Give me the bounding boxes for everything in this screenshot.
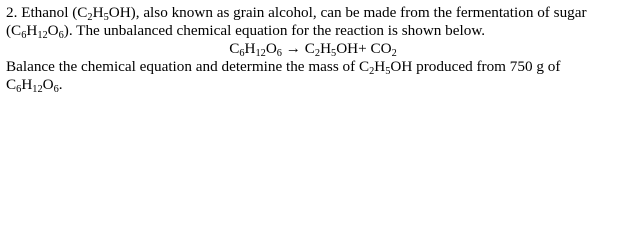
problem-line-5: $C_6H_{12}O_6$. (6, 76, 63, 95)
problem-line-4: Balance the chemical equation and determine the mass of $C_2H_5OH$ produced from 750 g of (6, 58, 561, 77)
chemical-equation: $C_6H_{12}O_6 \to C_2H_5OH+ CO_2$ (229, 40, 397, 59)
problem-text (6, 4, 632, 94)
problem-line-1: 2. Ethanol $(C_2H_5OH)$, also known as grain alcohol, can be made from the fermentation of sugar (6, 4, 587, 23)
problem-line-2: $(C_6H_{12}O_6)$. The unbalanced chemical equation for the reaction is shown below. (6, 22, 486, 41)
